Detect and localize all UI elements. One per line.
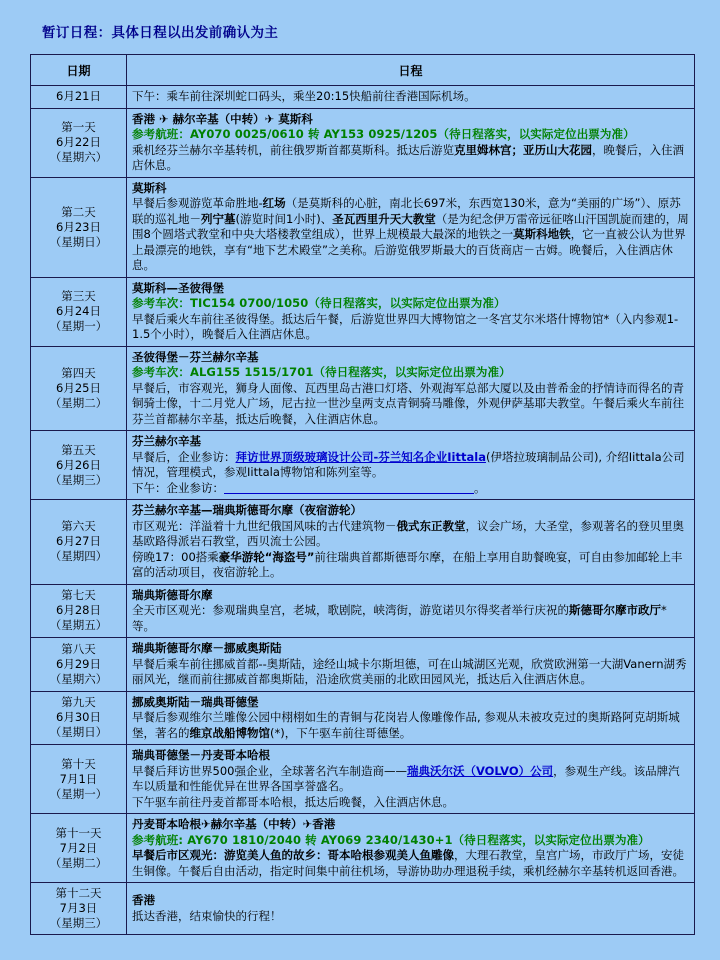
date-line: 7月3日 — [59, 901, 98, 915]
date-line: 7月2日 — [59, 840, 98, 855]
highlight-text: 俄式东正教堂 — [396, 518, 466, 533]
transport-reference: 参考车次：ALG155 1515/1701（待日程落实，以实际定位出票为准） — [132, 365, 511, 379]
column-header-date: 日期 — [31, 55, 127, 86]
highlight-text: 早餐后市区观光：游览美人鱼的故乡：哥本哈根参观美人鱼雕像 — [132, 848, 454, 862]
date-line: （星期日） — [49, 725, 108, 740]
row-schedule-cell — [127, 177, 695, 277]
highlight-text: 豪华游轮“海盗号” — [218, 549, 315, 564]
schedule-text-segment: 市区观光：洋溢着十九世纪俄国风味的古代建筑物－ — [132, 518, 397, 533]
schedule-fill-in-line — [132, 481, 689, 497]
row-schedule-cell — [127, 745, 695, 814]
row-schedule-cell — [127, 500, 695, 585]
row-date-cell — [31, 177, 127, 277]
schedule-text — [132, 519, 689, 550]
row-schedule-cell — [127, 814, 695, 883]
schedule-text-segment: ，它一直被公认为世界上最漂亮的地铁，享有“地下艺术殿堂”之美称。后游览俄罗斯最大的百货商店－古姆。晚餐后，入住酒店休息。 — [132, 227, 686, 272]
date-line: 6月22日 — [56, 135, 101, 149]
column-header-schedule: 日程 — [127, 55, 695, 86]
schedule-heading: 丹麦哥本哈根✈赫尔辛基（中转）✈香港 — [132, 817, 336, 831]
date-line: （星期二） — [49, 855, 108, 870]
schedule-heading: 香港 — [132, 893, 155, 907]
date-line: 6月29日 — [56, 656, 101, 671]
table-row — [31, 691, 695, 745]
date-line: （星期一） — [49, 786, 108, 801]
schedule-text-segment: *等。 — [132, 603, 667, 633]
schedule-text — [132, 550, 689, 581]
schedule-link[interactable]: 瑞典沃尔沃（VOLVO）公司 — [406, 763, 554, 778]
transport-reference: 参考航班: AY670 1810/2040 转 AY069 2340/1430+1（待日程落实，以实际定位出票为准） — [132, 832, 650, 847]
schedule-heading: 莫斯科 — [132, 180, 167, 195]
date-line: 第二天 — [61, 204, 96, 219]
schedule-text-segment: （是莫斯科的心脏，南北长697米，东西宽130米，意为“美丽的广场”）、原苏联的巡礼地－ — [132, 196, 681, 226]
row-schedule-cell — [127, 638, 695, 692]
schedule-heading: 香港 ✈ 赫尔辛基（中转）✈ 莫斯科 — [132, 111, 313, 126]
date-line: 6月24日 — [56, 304, 101, 318]
schedule-text-segment: 早餐后参观维尔兰雕像公园中栩栩如生的青铜与花岗岩人像雕像作品, 参观从未被攻克过的奥斯路阿克胡斯城堡，著名的 — [132, 710, 680, 740]
schedule-text-segment: (游览时间1小时)、 — [235, 211, 333, 226]
table-header-row — [31, 55, 695, 86]
schedule-text-segment: (*)，下午驱车前往哥德堡。 — [270, 725, 412, 740]
row-date-cell — [31, 638, 127, 692]
date-line: 第八天 — [61, 641, 96, 656]
schedule-text-segment: 前往瑞典首都斯德哥尔摩，在船上享用自助餐晚宴，可自由参加邮轮上丰富的活动项目，夜宿游轮上。 — [132, 549, 683, 579]
highlight-text: 红场 — [262, 196, 286, 210]
table-row — [31, 745, 695, 814]
schedule-text — [132, 764, 689, 795]
schedule-text — [132, 450, 689, 481]
date-line: 第五天 — [61, 442, 96, 457]
table-row — [31, 277, 695, 346]
schedule-text — [132, 710, 689, 741]
date-line: 第四天 — [61, 365, 96, 380]
date-line: 第一天 — [61, 120, 96, 134]
date-line: （星期三） — [49, 472, 108, 487]
date-line: （星期六） — [49, 150, 108, 164]
date-line: 7月1日 — [59, 771, 98, 786]
highlight-text: 圣瓦西里升天大教堂 — [332, 211, 436, 226]
row-schedule-cell — [127, 691, 695, 745]
schedule-text: 抵达香港，结束愉快的行程！ — [132, 908, 282, 923]
transport-reference: 参考车次：TIC154 0700/1050（待日程落实，以实际定位出票为准） — [132, 296, 506, 310]
row-date-cell — [31, 500, 127, 585]
date-line: 6月28日 — [56, 603, 101, 618]
schedule-text-segment: (伊塔拉玻璃制品公司), 介绍Iittala公司情况，管理模式，参观Iittala博物馆和陈列室等。 — [132, 449, 685, 479]
date-line: 第三天 — [61, 289, 96, 303]
schedule-link[interactable]: 拜访世界顶级玻璃设计公司-芬兰知名企业Iittala — [235, 449, 486, 464]
date-line: 第十天 — [61, 756, 96, 771]
date-line: （星期日） — [49, 234, 108, 249]
date-line: 第九天 — [61, 695, 96, 710]
schedule-text: 早餐后乘火车前往圣彼得堡。抵达后午餐，后游览世界四大博物馆之一冬宫艾尔米塔什博物馆*（入内参观1-1.5个小时），晚餐后入住酒店休息。 — [132, 311, 679, 341]
date-line: （星期三） — [49, 916, 108, 930]
date-line: 6月30日 — [56, 710, 101, 725]
table-row — [31, 883, 695, 935]
blank-underline-field[interactable] — [224, 481, 474, 494]
schedule-text: 下午驱车前往丹麦首都哥本哈根，抵达后晚餐，入住酒店休息。 — [132, 794, 454, 809]
schedule-heading: 瑞典斯德哥尔摩 — [132, 587, 213, 602]
schedule-text-segment: （是为纪念伊万雷帝远征喀山汗国凯旋而建的，周围8个圆塔式教堂和中央大塔楼教堂组成），世界上规模最大最深的地铁之一 — [132, 211, 689, 241]
row-date-cell — [31, 431, 127, 500]
date-line: 第十二天 — [55, 886, 102, 900]
schedule-heading: 芬兰赫尔辛基—瑞典斯德哥尔摩（夜宿游轮） — [132, 503, 362, 517]
schedule-text — [132, 196, 689, 274]
itinerary-table — [30, 54, 695, 935]
schedule-text-segment: 全天市区观光：参观瑞典皇宫，老城，歌剧院，峡湾街，游览诺贝尔得奖者举行庆祝的 — [132, 603, 569, 617]
schedule-text-segment: 早餐后参观游览革命胜地- — [132, 196, 263, 210]
table-row — [31, 584, 695, 638]
date-line: 6月25日 — [56, 380, 101, 395]
schedule-text — [132, 603, 689, 634]
row-schedule-cell — [127, 883, 695, 935]
highlight-text: 克里姆林宫；亚历山大花园 — [454, 142, 592, 157]
date-line: 第七天 — [61, 588, 96, 603]
date-line: 第六天 — [61, 519, 96, 534]
schedule-text — [132, 848, 689, 879]
row-date-cell — [31, 584, 127, 638]
table-row — [31, 638, 695, 692]
schedule-text-segment: 早餐后拜访世界500强企业，全球著名汽车制造商—— — [132, 763, 407, 778]
row-date-cell — [31, 86, 127, 109]
schedule-text-segment: 早餐后，企业参访： — [132, 449, 236, 464]
table-row — [31, 346, 695, 431]
schedule-text-segment: ，参观生产线。该品牌汽车以质量和性能优异在世界各国享誉盛名。 — [132, 763, 680, 793]
highlight-text: 列宁墓 — [201, 211, 236, 226]
highlight-text: 斯德哥尔摩市政厅 — [569, 603, 661, 617]
row-schedule-cell — [127, 346, 695, 431]
row-date-cell — [31, 745, 127, 814]
schedule-text-segment: ，议会广场，大圣堂，参观著名的登贝里奥基欧路得派岩石教堂，西贝流士公园。 — [132, 518, 684, 548]
date-line: （星期五） — [49, 618, 108, 633]
table-row — [31, 814, 695, 883]
table-row — [31, 177, 695, 277]
date-line: 6月21日 — [56, 89, 101, 104]
itinerary-rows — [31, 86, 695, 935]
row-date-cell — [31, 108, 127, 177]
schedule-text: 下午：乘车前往深圳蛇口码头，乘坐20:15快船前往香港国际机场。 — [132, 89, 476, 103]
row-schedule-cell — [127, 431, 695, 500]
schedule-text-segment: 傍晚17：00搭乘 — [132, 549, 219, 564]
schedule-heading: 挪威奥斯陆－瑞典哥德堡 — [132, 694, 259, 709]
row-schedule-cell — [127, 584, 695, 638]
table-row — [31, 500, 695, 585]
row-date-cell — [31, 346, 127, 431]
date-line: 6月27日 — [56, 534, 101, 549]
date-line: 第十一天 — [55, 825, 102, 840]
table-row — [31, 108, 695, 177]
schedule-text-segment: 乘机经芬兰赫尔辛基转机，前往俄罗斯首都莫斯科。抵达后游览 — [132, 142, 454, 157]
row-date-cell — [31, 277, 127, 346]
schedule-heading: 莫斯科—圣彼得堡 — [132, 280, 224, 295]
date-line: （星期一） — [49, 319, 108, 333]
table-row — [31, 431, 695, 500]
fill-in-suffix: 。 — [474, 480, 486, 495]
date-line: 6月23日 — [56, 219, 101, 234]
date-line: 6月26日 — [56, 457, 101, 472]
schedule-text-segment: ，大理石教堂，皇宫广场，市政厅广场，安徒生铜像。午餐后自由活动，指定时间集中前往机场，导游协助办理退税手续，乘机经赫尔辛基转机返回香港。 — [132, 848, 684, 878]
table-row — [31, 86, 695, 109]
row-date-cell — [31, 814, 127, 883]
date-line: （星期六） — [49, 671, 108, 686]
row-schedule-cell — [127, 277, 695, 346]
schedule-text: 早餐后乘车前往挪威首都--奥斯陆，途经山城卡尔斯坦德，可在山城湖区光观，欣赏欧洲第一大湖Vanern湖秀丽风光，继而前往挪威首都奥斯陆，沿途欣赏美丽的北欧田园风光，抵达后入住酒店休息。 — [132, 656, 687, 686]
fill-in-prefix: 下午：企业参访： — [132, 480, 224, 495]
schedule-heading: 瑞典斯德哥尔摩－挪威奥斯陆 — [132, 641, 282, 655]
row-schedule-cell — [127, 86, 695, 109]
schedule-text: 早餐后，市容观光，狮身人面像、瓦西里岛古港口灯塔、外观海军总部大厦以及由普希金的抒情诗而得名的青铜骑士像，十二月党人广场，尼古拉一世沙皇两支点青铜骑马雕像，外观伊萨基耶夫教堂。午餐后乘火车前往芬兰首都赫尔辛基，抵达后晚餐，入住酒店休息。 — [132, 380, 684, 426]
transport-reference: 参考航班：AY070 0025/0610 转 AY153 0925/1205（待日程落实，以实际定位出票为准） — [132, 127, 635, 141]
page-title: 暂订日程：具体日程以出发前确认为主 — [42, 25, 279, 41]
schedule-heading: 瑞典哥德堡－丹麦哥本哈根 — [132, 748, 270, 762]
highlight-text: 维京战船博物馆 — [189, 725, 270, 740]
row-schedule-cell — [127, 108, 695, 177]
row-date-cell — [31, 883, 127, 935]
date-line: （星期四） — [49, 549, 108, 564]
highlight-text: 莫斯科地铁 — [513, 227, 571, 241]
row-date-cell — [31, 691, 127, 745]
schedule-heading: 芬兰赫尔辛基 — [132, 434, 201, 448]
schedule-text — [132, 143, 689, 174]
schedule-heading: 圣彼得堡－芬兰赫尔辛基 — [132, 349, 259, 364]
date-line: （星期二） — [49, 395, 108, 410]
schedule-text-segment: ，晚餐后，入住酒店休息。 — [132, 142, 684, 172]
